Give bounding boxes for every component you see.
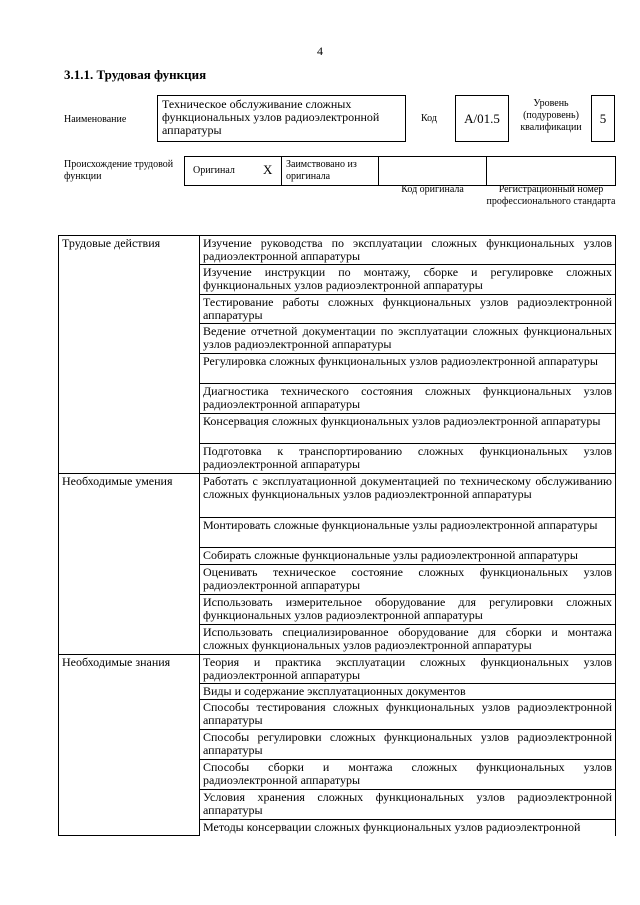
section-item: Монтировать сложные функциональные узлы радиоэлектронной аппаратуры — [200, 518, 616, 548]
reg-number-label: Регистрационный номер профессионального стандарта — [486, 184, 616, 207]
section-item: Диагностика технического состояния сложных функциональных узлов радиоэлектронной аппаратуры — [200, 384, 616, 414]
original-label: Оригинал — [193, 165, 235, 176]
section-item: Работать с эксплуатационной документацией по техническому обслуживанию сложных функциональных узлов радиоэлектронной аппаратуры — [200, 474, 616, 518]
page-number: 4 — [317, 44, 323, 58]
code-label: Код — [421, 113, 437, 124]
function-details-table — [58, 235, 616, 836]
original-mark: X — [263, 162, 273, 177]
section-item: Консервация сложных функциональных узлов радиоэлектронной аппаратуры — [200, 414, 616, 444]
section-item: Изучение руководства по эксплуатации сложных функциональных узлов радиоэлектронной аппаратуры — [200, 236, 616, 265]
section-item: Изучение инструкции по монтажу, сборке и регулировке сложных функциональных узлов радиоэлектронной аппаратуры — [200, 265, 616, 295]
section-item: Способы тестирования сложных функциональных узлов радиоэлектронной аппаратуры — [200, 700, 616, 730]
table-row — [59, 655, 616, 684]
function-name-box: Техническое обслуживание сложных функциональных узлов радиоэлектронной аппаратуры — [157, 95, 406, 142]
section-item: Собирать сложные функциональные узлы радиоэлектронной аппаратуры — [200, 548, 616, 565]
section-item: Способы сборки и монтажа сложных функциональных узлов радиоэлектронной аппаратуры — [200, 760, 616, 790]
section-item: Методы консервации сложных функциональных узлов радиоэлектронной — [200, 820, 616, 836]
name-label: Наименование — [64, 114, 127, 125]
code-original-box — [378, 156, 487, 186]
level-value-box: 5 — [591, 95, 615, 142]
code-original-label: Код оригинала — [401, 184, 464, 195]
section-category: Необходимые знания — [59, 655, 200, 836]
section-category: Необходимые умения — [59, 474, 200, 655]
section-item: Использовать специализированное оборудование для сборки и монтажа сложных функциональных узлов радиоэлектронной аппаратуры — [200, 625, 616, 655]
origin-label: Происхождение трудовой функции — [64, 159, 174, 182]
table-row — [59, 236, 616, 265]
borrowed-box: Заимствовано из оригинала — [281, 156, 379, 186]
section-item: Виды и содержание эксплуатационных документов — [200, 684, 616, 700]
section-title: 3.1.1. Трудовая функция — [64, 67, 207, 82]
section-item: Условия хранения сложных функциональных узлов радиоэлектронной аппаратуры — [200, 790, 616, 820]
code-value-box: A/01.5 — [455, 95, 509, 142]
section-item: Тестирование работы сложных функциональных узлов радиоэлектронной аппаратуры — [200, 295, 616, 324]
section-item: Ведение отчетной документации по эксплуатации сложных функциональных узлов радиоэлектронной аппаратуры — [200, 324, 616, 354]
section-item: Использовать измерительное оборудование для регулировки сложных функциональных узлов радиоэлектронной аппаратуры — [200, 595, 616, 625]
section-category: Трудовые действия — [59, 236, 200, 474]
section-item: Подготовка к транспортированию сложных функциональных узлов радиоэлектронной аппаратуры — [200, 444, 616, 474]
level-label: Уровень (подуровень) квалификации — [520, 98, 582, 133]
section-item: Теория и практика эксплуатации сложных функциональных узлов радиоэлектронной аппаратуры — [200, 655, 616, 684]
section-item: Оценивать техническое состояние сложных функциональных узлов радиоэлектронной аппаратуры — [200, 565, 616, 595]
reg-number-box — [486, 156, 616, 186]
section-item: Регулировка сложных функциональных узлов радиоэлектронной аппаратуры — [200, 354, 616, 384]
section-item: Способы регулировки сложных функциональных узлов радиоэлектронной аппаратуры — [200, 730, 616, 760]
table-row — [59, 474, 616, 518]
